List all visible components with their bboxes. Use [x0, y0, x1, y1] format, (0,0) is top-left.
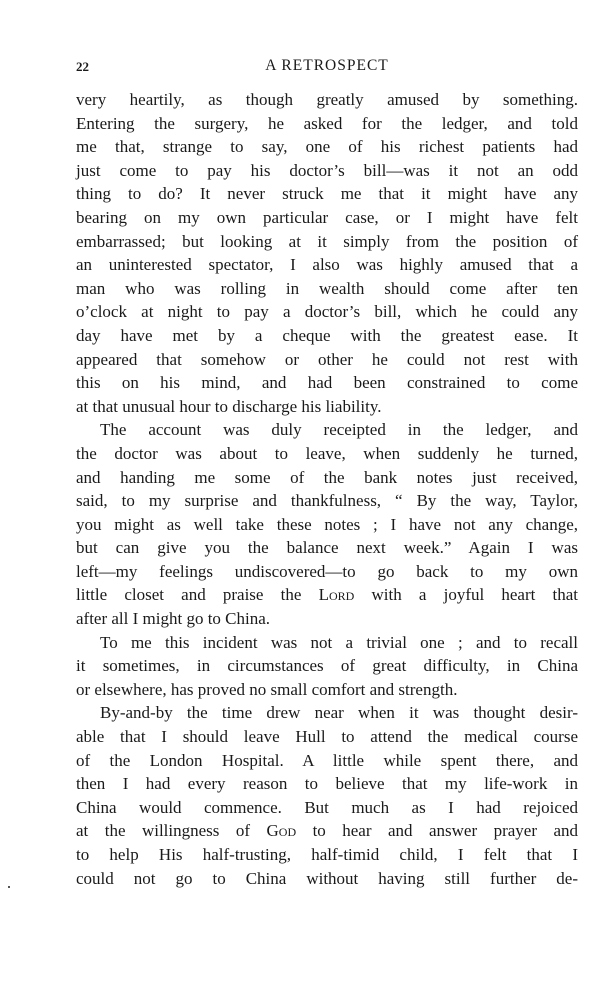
text-line: and handing me some of the bank notes just received,: [76, 467, 578, 487]
text-line: very heartily, as though greatly amused by something.: [76, 90, 578, 109]
text-line: To me this incident was not a trivial one ; and to recall: [100, 632, 578, 652]
text-line: it sometimes, in circumstances of great difficulty, in China: [76, 656, 578, 676]
paragraph: [76, 418, 578, 630]
text-line: left—my feelings undiscovered—to go back to my own: [76, 561, 578, 581]
text-line: o’clock at night to pay a doctor’s bill, which he could any: [76, 302, 578, 322]
text-line: of the London Hospital. A little while spent there, and: [76, 750, 578, 770]
text-line: you might as well take these notes ; I have not any change,: [76, 514, 578, 534]
text-line: or elsewhere, has proved no small comfort and strength.: [76, 679, 458, 699]
text-line: By-and-by the time drew near when it was thought desir-: [100, 703, 578, 723]
text-line: at the willingness of God to hear and answer prayer and: [76, 821, 578, 841]
paragraph: [76, 88, 578, 418]
text-line: Entering the surgery, he asked for the ledger, and told: [76, 113, 578, 133]
text-line: at that unusual hour to discharge his liability.: [76, 396, 382, 416]
text-line: could not go to China without having still further de-: [76, 868, 578, 888]
text-line: after all I might go to China.: [76, 609, 271, 629]
scan-speck: [8, 886, 10, 888]
running-title: A RETROSPECT: [265, 57, 389, 74]
paragraph: [76, 631, 578, 702]
text-line: day have met by a cheque with the greatest ease. It: [76, 325, 578, 345]
text-line: said, to my surprise and thankfulness, “ By the way, Taylor,: [76, 491, 578, 511]
text-line: an uninterested spectator, I also was highly amused that a: [76, 255, 578, 275]
page-body-text: [76, 88, 578, 890]
text-line: little closet and praise the Lord with a joyful heart that: [76, 585, 579, 605]
text-line: able that I should leave Hull to attend the medical course: [76, 727, 578, 747]
text-line: appeared that somehow or other he could not rest with: [76, 349, 578, 369]
text-line: but can give you the balance next week.” Again I was: [76, 538, 578, 558]
paragraph: [76, 701, 578, 890]
text-line: this on his mind, and had been constrained to come: [76, 373, 578, 393]
text-line: man who was rolling in wealth should come after ten: [76, 278, 578, 298]
text-line: China would commence. But much as I had rejoiced: [76, 797, 578, 817]
text-line: to help His half-trusting, half-timid child, I felt that I: [76, 845, 578, 864]
text-line: thing to do? It never struck me that it might have any: [76, 184, 578, 204]
text-line: me that, strange to say, one of his richest patients had: [76, 137, 578, 157]
text-line: bearing on my own particular case, or I might have felt: [76, 207, 578, 227]
text-line: The account was duly receipted in the ledger, and: [100, 420, 578, 440]
text-line: the doctor was about to leave, when suddenly he turned,: [76, 443, 578, 463]
text-line: embarrassed; but looking at it simply from the position of: [76, 231, 578, 251]
text-line: just come to pay his doctor’s bill—was it not an odd: [76, 160, 578, 180]
page-header: [76, 57, 578, 79]
page-number: 22: [76, 59, 89, 74]
text-line: then I had every reason to believe that my life-work in: [76, 774, 578, 794]
